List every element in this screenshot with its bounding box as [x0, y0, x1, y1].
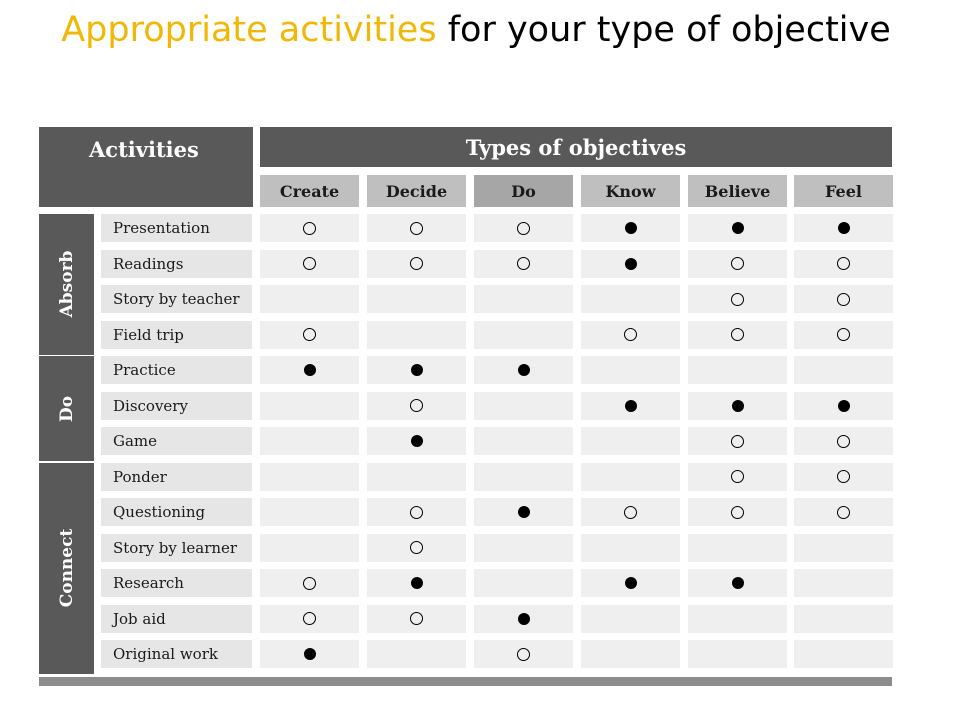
table-cell	[367, 534, 466, 562]
table-cell	[794, 498, 893, 526]
filled-circle-icon	[625, 222, 637, 234]
table-cell	[474, 605, 573, 633]
filled-circle-icon	[625, 577, 637, 589]
table-cell	[260, 569, 359, 597]
activities-header	[39, 127, 253, 207]
table-cell	[688, 250, 787, 278]
table-cell	[581, 605, 680, 633]
table-cell	[581, 463, 680, 491]
filled-circle-icon	[625, 258, 637, 270]
open-circle-icon	[410, 222, 423, 235]
table-cell	[260, 356, 359, 384]
filled-circle-icon	[732, 577, 744, 589]
table-cell	[474, 356, 573, 384]
open-circle-icon	[517, 257, 530, 270]
table-cell	[794, 321, 893, 349]
filled-circle-icon	[518, 364, 530, 376]
table-cell	[367, 569, 466, 597]
table-cell	[474, 214, 573, 242]
table-cell	[260, 498, 359, 526]
row-label: Readings	[101, 250, 252, 278]
open-circle-icon	[517, 648, 530, 661]
group-connect	[39, 463, 94, 675]
table-cell	[260, 463, 359, 491]
filled-circle-icon	[411, 577, 423, 589]
open-circle-icon	[303, 257, 316, 270]
open-circle-icon	[410, 506, 423, 519]
column-header-feel: Feel	[794, 175, 893, 207]
row-label: Original work	[101, 640, 252, 668]
table-cell	[581, 534, 680, 562]
table-cell	[794, 569, 893, 597]
table-cell	[688, 321, 787, 349]
table-cell	[688, 356, 787, 384]
table-cell	[367, 392, 466, 420]
table-cell	[474, 498, 573, 526]
column-header-decide: Decide	[367, 175, 466, 207]
table-cell	[474, 534, 573, 562]
table-cell	[367, 427, 466, 455]
table-cell	[688, 285, 787, 313]
row-label: Field trip	[101, 321, 252, 349]
table-cell	[688, 498, 787, 526]
table-cell	[688, 392, 787, 420]
open-circle-icon	[410, 612, 423, 625]
row-label: Practice	[101, 356, 252, 384]
open-circle-icon	[837, 506, 850, 519]
column-header-create: Create	[260, 175, 359, 207]
table-cell	[260, 392, 359, 420]
filled-circle-icon	[838, 222, 850, 234]
open-circle-icon	[410, 257, 423, 270]
filled-circle-icon	[304, 648, 316, 660]
table-cell	[474, 463, 573, 491]
table-cell	[367, 463, 466, 491]
table-cell	[367, 285, 466, 313]
table-cell	[794, 640, 893, 668]
open-circle-icon	[837, 328, 850, 341]
table-cell	[581, 569, 680, 597]
open-circle-icon	[624, 328, 637, 341]
row-label: Questioning	[101, 498, 252, 526]
activities-header-label: Activities	[89, 137, 199, 162]
table-cell	[688, 569, 787, 597]
column-header-know: Know	[581, 175, 680, 207]
table-cell	[794, 214, 893, 242]
table-bottom-bar	[39, 677, 892, 686]
table-cell	[367, 640, 466, 668]
table-cell	[260, 321, 359, 349]
row-label: Story by learner	[101, 534, 252, 562]
table-cell	[794, 250, 893, 278]
table-cell	[794, 285, 893, 313]
table-cell	[688, 605, 787, 633]
filled-circle-icon	[518, 613, 530, 625]
table-cell	[581, 498, 680, 526]
table-cell	[260, 640, 359, 668]
row-label: Presentation	[101, 214, 252, 242]
table-cell	[794, 605, 893, 633]
open-circle-icon	[731, 257, 744, 270]
table-cell	[688, 214, 787, 242]
table-cell	[581, 321, 680, 349]
filled-circle-icon	[732, 222, 744, 234]
table-cell	[581, 250, 680, 278]
table-cell	[474, 392, 573, 420]
filled-circle-icon	[411, 364, 423, 376]
table-cell	[474, 569, 573, 597]
open-circle-icon	[837, 435, 850, 448]
slide-title	[0, 8, 952, 52]
table-cell	[794, 427, 893, 455]
open-circle-icon	[731, 506, 744, 519]
table-cell	[474, 427, 573, 455]
group-label: Absorb	[56, 250, 77, 318]
table-cell	[367, 605, 466, 633]
group-label: Do	[56, 395, 77, 422]
table-cell	[794, 534, 893, 562]
filled-circle-icon	[518, 506, 530, 518]
row-label: Game	[101, 427, 252, 455]
table-cell	[474, 250, 573, 278]
open-circle-icon	[731, 435, 744, 448]
table-cell	[581, 640, 680, 668]
row-label: Discovery	[101, 392, 252, 420]
table-cell	[367, 321, 466, 349]
group-do	[39, 356, 94, 461]
table-cell	[688, 640, 787, 668]
open-circle-icon	[303, 328, 316, 341]
filled-circle-icon	[411, 435, 423, 447]
table-cell	[581, 392, 680, 420]
table-cell	[474, 321, 573, 349]
table-cell	[688, 463, 787, 491]
types-header	[260, 127, 892, 167]
table-cell	[260, 285, 359, 313]
open-circle-icon	[731, 293, 744, 306]
open-circle-icon	[517, 222, 530, 235]
open-circle-icon	[731, 328, 744, 341]
table-cell	[367, 214, 466, 242]
filled-circle-icon	[732, 400, 744, 412]
row-label: Ponder	[101, 463, 252, 491]
title-highlight: Appropriate activities	[61, 10, 437, 50]
table-cell	[581, 285, 680, 313]
group-label: Connect	[56, 528, 77, 608]
table-cell	[794, 463, 893, 491]
table-cell	[581, 356, 680, 384]
table-cell	[260, 605, 359, 633]
open-circle-icon	[624, 506, 637, 519]
column-header-believe: Believe	[688, 175, 787, 207]
table-cell	[367, 250, 466, 278]
table-cell	[474, 285, 573, 313]
open-circle-icon	[731, 470, 744, 483]
table-cell	[260, 250, 359, 278]
table-cell	[260, 427, 359, 455]
group-absorb	[39, 214, 94, 355]
table-cell	[581, 214, 680, 242]
column-header-do: Do	[474, 175, 573, 207]
open-circle-icon	[410, 399, 423, 412]
open-circle-icon	[410, 541, 423, 554]
table-cell	[794, 392, 893, 420]
table-cell	[367, 498, 466, 526]
open-circle-icon	[837, 470, 850, 483]
filled-circle-icon	[304, 364, 316, 376]
table-cell	[688, 427, 787, 455]
open-circle-icon	[837, 293, 850, 306]
row-label: Research	[101, 569, 252, 597]
types-header-label: Types of objectives	[465, 135, 687, 160]
open-circle-icon	[303, 612, 316, 625]
title-rest: for your type of objective	[436, 10, 891, 50]
open-circle-icon	[303, 577, 316, 590]
row-label: Story by teacher	[101, 285, 252, 313]
row-label: Job aid	[101, 605, 252, 633]
open-circle-icon	[837, 257, 850, 270]
filled-circle-icon	[838, 400, 850, 412]
table-cell	[367, 356, 466, 384]
filled-circle-icon	[625, 400, 637, 412]
table-cell	[688, 534, 787, 562]
table-cell	[581, 427, 680, 455]
table-cell	[794, 356, 893, 384]
table-cell	[474, 640, 573, 668]
table-cell	[260, 214, 359, 242]
open-circle-icon	[303, 222, 316, 235]
table-cell	[260, 534, 359, 562]
